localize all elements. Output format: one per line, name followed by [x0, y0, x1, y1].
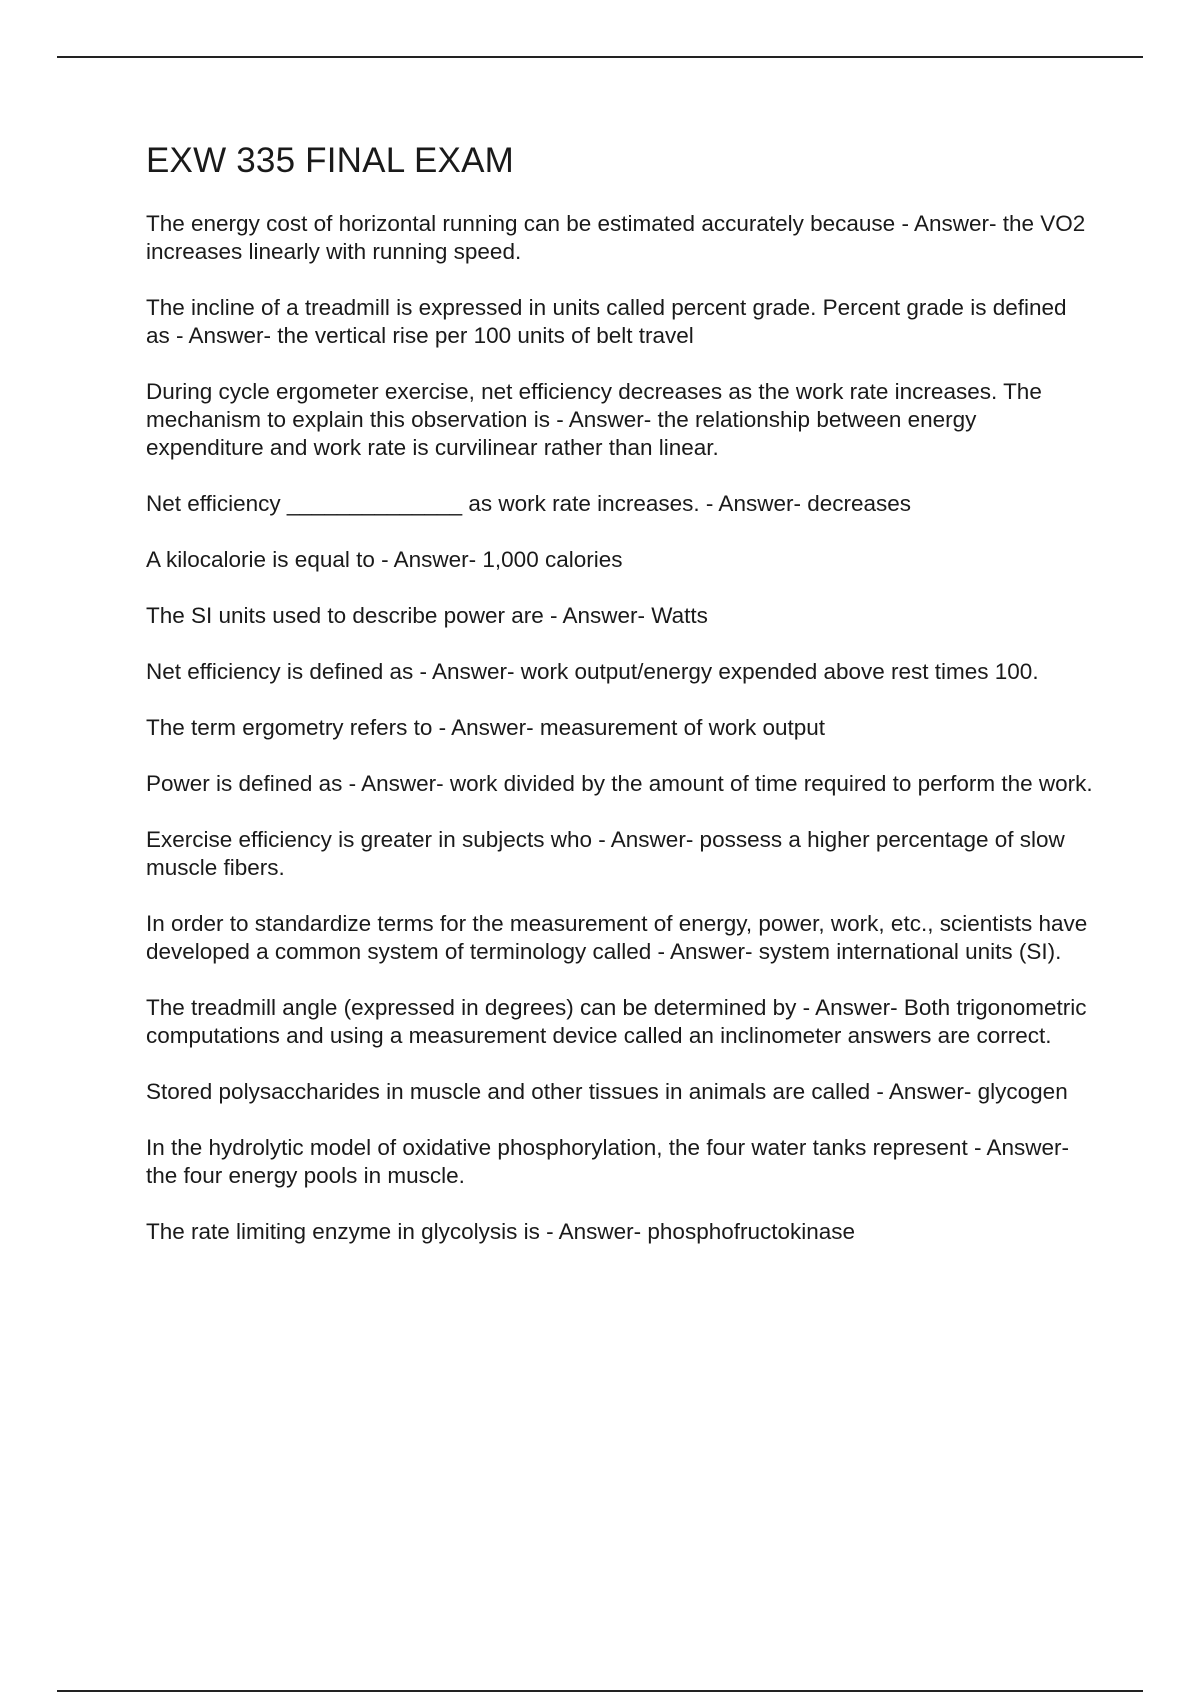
header-divider: [57, 56, 1143, 58]
document-title: EXW 335 FINAL EXAM: [146, 141, 514, 180]
qa-item: Net efficiency ______________ as work rate increases. - Answer- decreases: [146, 491, 912, 516]
qa-item: In order to standardize terms for the measurement of energy, power, work, etc., scientists have developed a common system of terminology called - Answer- system international units (SI).: [146, 911, 1088, 964]
qa-item: The term ergometry refers to - Answer- measurement of work output: [146, 715, 825, 740]
qa-item: Stored polysaccharides in muscle and other tissues in animals are called - Answer- glycogen: [146, 1079, 1068, 1104]
footer-divider: [57, 1690, 1143, 1692]
document-body: [146, 140, 1096, 1274]
qa-item: The SI units used to describe power are - Answer- Watts: [146, 603, 708, 628]
qa-item: Power is defined as - Answer- work divided by the amount of time required to perform the work.: [146, 771, 1093, 796]
qa-item: The energy cost of horizontal running can be estimated accurately because - Answer- the VO2 increases linearly with running speed.: [146, 211, 1086, 264]
qa-item: A kilocalorie is equal to - Answer- 1,000 calories: [146, 547, 623, 572]
qa-item: The treadmill angle (expressed in degrees) can be determined by - Answer- Both trigonometric computations and using a measurement device called an inclinometer answers are correct.: [146, 995, 1087, 1048]
qa-item: The incline of a treadmill is expressed in units called percent grade. Percent grade is defined as - Answer- the vertical rise per 100 units of belt travel: [146, 295, 1067, 348]
qa-item: Exercise efficiency is greater in subjects who - Answer- possess a higher percentage of slow muscle fibers.: [146, 827, 1065, 880]
qa-item: In the hydrolytic model of oxidative phosphorylation, the four water tanks represent - Answer- the four energy pools in muscle.: [146, 1135, 1069, 1188]
qa-item: During cycle ergometer exercise, net efficiency decreases as the work rate increases. The mechanism to explain this observation is - Answer- the relationship between energy expenditure and work rate is curvilinear rather than linear.: [146, 379, 1042, 460]
qa-item: Net efficiency is defined as - Answer- work output/energy expended above rest times 100.: [146, 659, 1039, 684]
qa-item: The rate limiting enzyme in glycolysis is - Answer- phosphofructokinase: [146, 1219, 856, 1244]
